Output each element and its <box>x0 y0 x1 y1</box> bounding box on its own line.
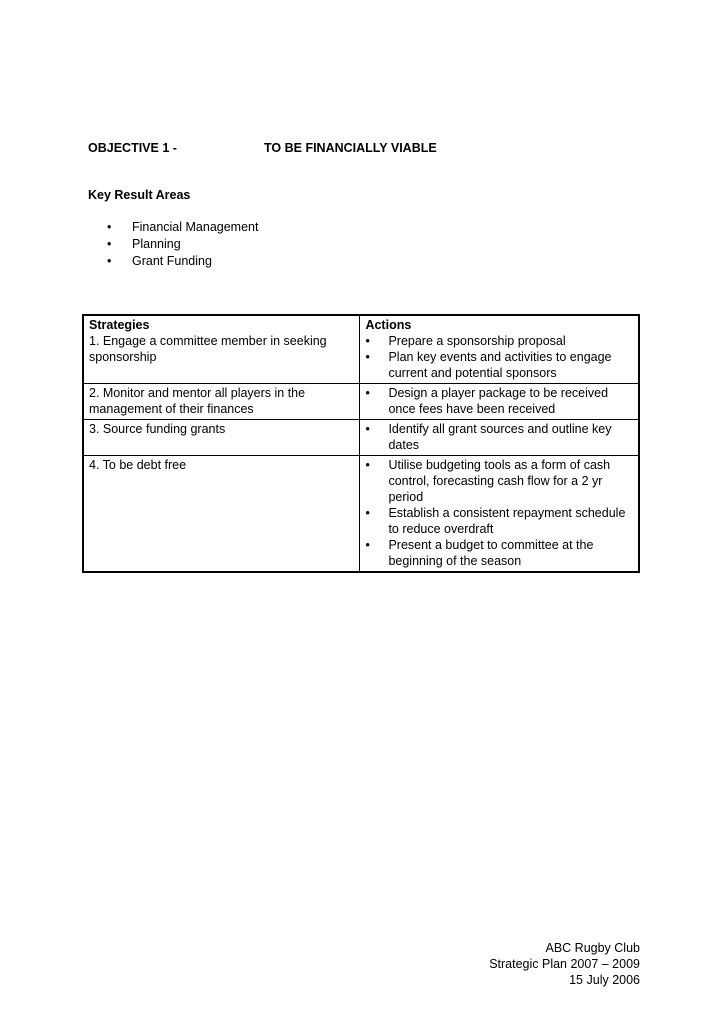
bullet-icon: • <box>365 334 370 348</box>
actions-header: Actions <box>360 315 639 333</box>
action-item: • Present a budget to committee at the beginning of the season <box>365 538 594 568</box>
actions-cell <box>360 456 639 573</box>
bullet-icon: • <box>365 422 370 436</box>
strategies-header: Strategies <box>83 315 360 333</box>
action-item: • Identify all grant sources and outline key dates <box>365 422 612 452</box>
actions-cell <box>360 384 639 420</box>
footer-club-name: ABC Rugby Club <box>545 941 640 955</box>
action-item: • Design a player package to be received once fees have been received <box>365 386 609 416</box>
table-header-row <box>83 315 639 333</box>
bullet-icon: • <box>365 538 370 552</box>
objective-heading <box>88 141 437 155</box>
table-row <box>83 384 639 420</box>
bullet-icon: • <box>107 220 112 234</box>
objective-number: OBJECTIVE 1 - <box>88 141 177 155</box>
table-row <box>83 420 639 456</box>
strategies-table <box>82 314 640 573</box>
action-item: • Plan key events and activities to engage current and potential sponsors <box>365 350 612 380</box>
page-footer <box>489 940 640 988</box>
bullet-icon: • <box>107 254 112 268</box>
table-row <box>83 456 639 573</box>
bullet-icon: • <box>365 386 370 400</box>
objective-title: TO BE FINANCIALLY VIABLE <box>264 141 437 155</box>
list-item: • Financial Management <box>107 220 259 234</box>
strategy-cell: 1. Engage a committee member in seeking sponsorship <box>83 333 360 384</box>
key-result-areas-title: Key Result Areas <box>88 188 191 202</box>
action-item: • Establish a consistent repayment schedule to reduce overdraft <box>365 506 626 536</box>
action-item: • Utilise budgeting tools as a form of cash control, forecasting cash flow for a 2 yr period <box>365 458 611 504</box>
bullet-icon: • <box>365 506 370 520</box>
strategy-cell: 2. Monitor and mentor all players in the management of their finances <box>83 384 360 420</box>
action-item: • Prepare a sponsorship proposal <box>365 334 566 348</box>
strategy-cell: 4. To be debt free <box>83 456 360 573</box>
actions-cell <box>360 420 639 456</box>
table-row <box>83 333 639 384</box>
actions-cell <box>360 333 639 384</box>
bullet-icon: • <box>365 350 370 364</box>
bullet-icon: • <box>365 458 370 472</box>
bullet-icon: • <box>107 237 112 251</box>
key-result-areas-list <box>88 219 258 270</box>
strategy-cell: 3. Source funding grants <box>83 420 360 456</box>
list-item: • Planning <box>107 237 181 251</box>
list-item: • Grant Funding <box>107 254 212 268</box>
footer-date: 15 July 2006 <box>569 973 640 987</box>
footer-plan-title: Strategic Plan 2007 – 2009 <box>489 957 640 971</box>
